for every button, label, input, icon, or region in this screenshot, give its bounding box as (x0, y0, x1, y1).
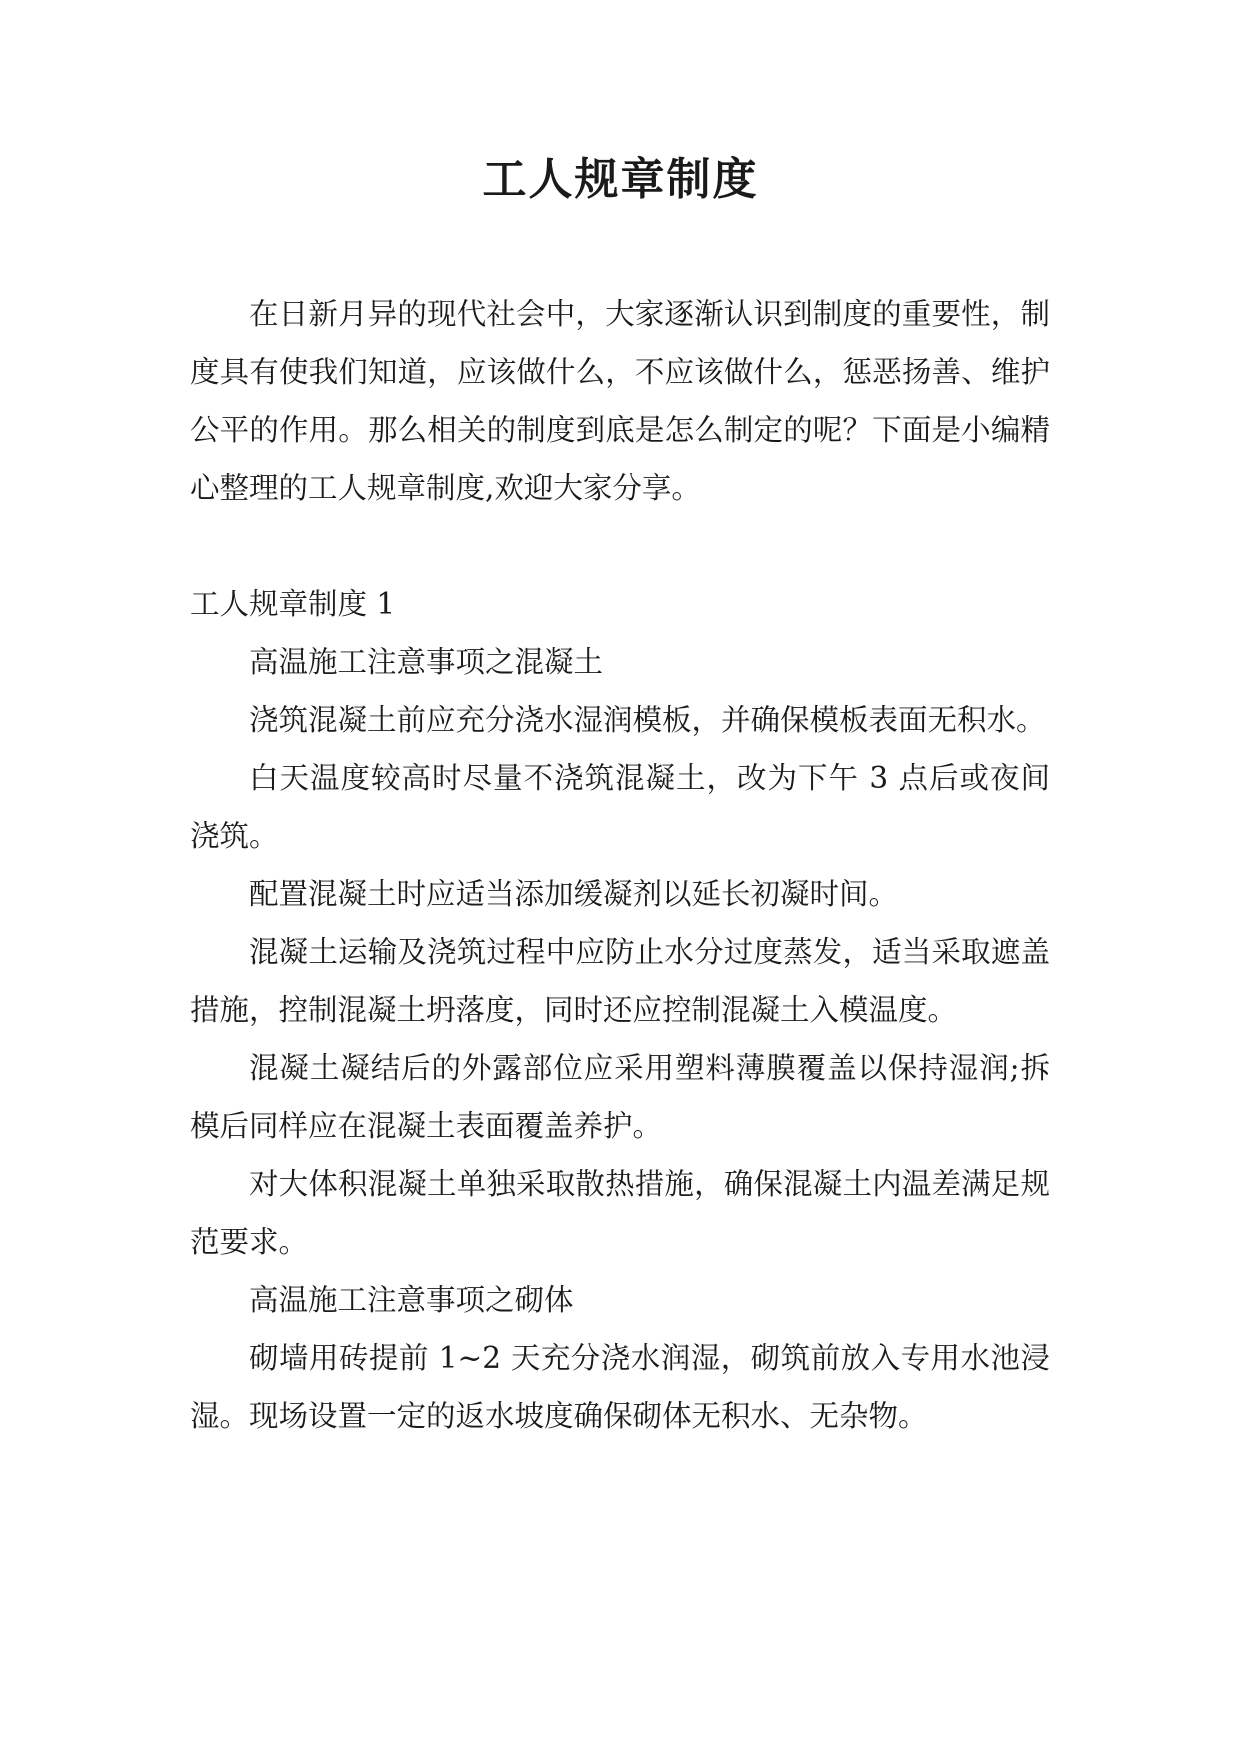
paragraph: 砌墙用砖提前 1~2 天充分浇水润湿，砌筑前放入专用水池浸湿。现场设置一定的返水坡度确保砌体无积水、无杂物。 (190, 1341, 1050, 1433)
document-body (190, 285, 1050, 1445)
paragraph: 混凝土凝结后的外露部位应采用塑料薄膜覆盖以保持湿润;拆模后同样应在混凝土表面覆盖养护。 (190, 1051, 1050, 1143)
paragraph: 对大体积混凝土单独采取散热措施，确保混凝土内温差满足规范要求。 (190, 1167, 1050, 1259)
paragraph: 混凝土运输及浇筑过程中应防止水分过度蒸发，适当采取遮盖措施，控制混凝土坍落度，同时还应控制混凝土入模温度。 (190, 935, 1050, 1027)
paragraph: 配置混凝土时应适当添加缓凝剂以延长初凝时间。 (249, 877, 899, 911)
section-heading: 工人规章制度 1 (190, 587, 396, 621)
subheading-masonry: 高温施工注意事项之砌体 (249, 1283, 574, 1317)
intro-paragraph: 在日新月异的现代社会中，大家逐渐认识到制度的重要性，制度具有使我们知道，应该做什么，不应该做什么，惩恶扬善、维护公平的作用。那么相关的制度到底是怎么制定的呢？下面是小编精心整理的工人规章制度,欢迎大家分享。 (190, 297, 1050, 505)
paragraph: 白天温度较高时尽量不浇筑混凝土，改为下午 3 点后或夜间浇筑。 (190, 761, 1050, 853)
subheading-concrete: 高温施工注意事项之混凝土 (249, 645, 604, 679)
document-title: 工人规章制度 (482, 154, 759, 205)
paragraph: 浇筑混凝土前应充分浇水湿润模板，并确保模板表面无积水。 (249, 703, 1046, 737)
